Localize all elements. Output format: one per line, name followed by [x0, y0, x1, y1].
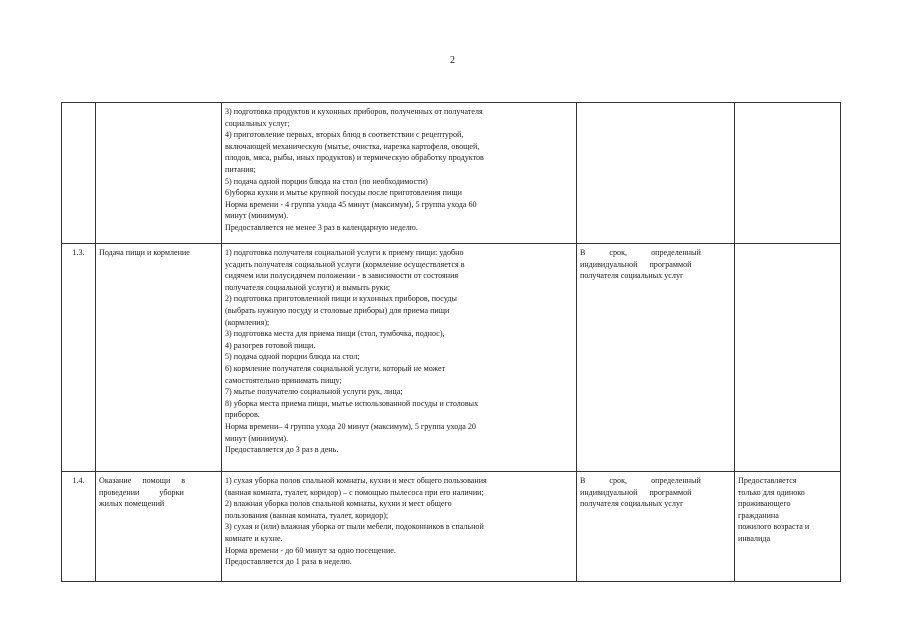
table-row [62, 103, 841, 244]
service-content: 1) подготовка получателя социальной услуги к приему пищи: удобно усадить получателя социальной услуги (кормление осуществляется в сидячем или полусидячем положении - в зависимости от состояния получателя социальной услуги) и вымыть руки; 2) подготовка приготовленной пищи и кухонных приборов, посуды (выбрать нужную посуду и столовые приборы) для приема пищи (кормления); 3) подготовка места для приема пищи (стол, тумбочка, поднос), 4) разогрев готовой пищи. 5) подача одной порции блюда на стол; 6) кормление получателя социальной услуги, который не может самостоятельно принимать пищу; 7) мытье получателю социальной услуги рук, лица; 8) уборка места приема пищи, мытье использованной посуды и столовых приборов. Норма времени– 4 группа ухода 20 минут (максимум), 5 группа ухода 20 минут (минимум). Предоставляется до 3 раз в день. [222, 244, 577, 472]
service-note [735, 244, 841, 472]
table-row [62, 244, 841, 472]
service-content: 3) подготовка продуктов и кухонных приборов, полученных от получателя социальных услуг; 4) приготовление первых, вторых блюд в соответствии с рецептурой, включающей механическую (мытье, очистка, нарезка картофеля, овощей, плодов, мяса, рыбы, иных продуктов) и термическую обработку продуктов питания; 5) подача одной порции блюда на стол (по необходимости) 6)уборка кухни и мытье крупной посуды после приготовления пищи Норма времени - 4 группа ухода 45 минут (максимум), 5 группа ухода 60 минут (минимум). Предоставляется не менее 3 раз в календарную неделю. [222, 103, 577, 244]
service-term: В срок, определенный индивидуальной программой получателя социальных услуг [577, 244, 735, 472]
service-note [735, 103, 841, 244]
service-term [577, 103, 735, 244]
service-term: В срок, определенный индивидуальной программой получателя социальных услуг [577, 472, 735, 582]
service-name [96, 103, 222, 244]
table-row [62, 472, 841, 582]
services-table [61, 102, 841, 582]
row-number: 1.4. [62, 472, 96, 582]
service-note: Предоставляется только для одиноко проживающего гражданина пожилого возраста и инвалида [735, 472, 841, 582]
row-number [62, 103, 96, 244]
service-content: 1) сухая уборка полов спальной комнаты, кухни и мест общего пользования (ванная комната, туалет, коридор) – с помощью пылесоса при его наличии; 2) влажная уборка полов спальной комнаты, кухни и мест общего пользования (ванная комната, туалет, коридор); 3) сухая и (или) влажная уборка от пыли мебели, подоконников в спальной комнате и кухне. Норма времени - до 60 минут за одно посещение. Предоставляется до 1 раза в неделю. [222, 472, 577, 582]
row-number: 1.3. [62, 244, 96, 472]
page-number: 2 [450, 55, 455, 66]
service-name: Оказание помощи в проведении уборки жилых помещений [96, 472, 222, 582]
service-name: Подача пищи и кормление [96, 244, 222, 472]
